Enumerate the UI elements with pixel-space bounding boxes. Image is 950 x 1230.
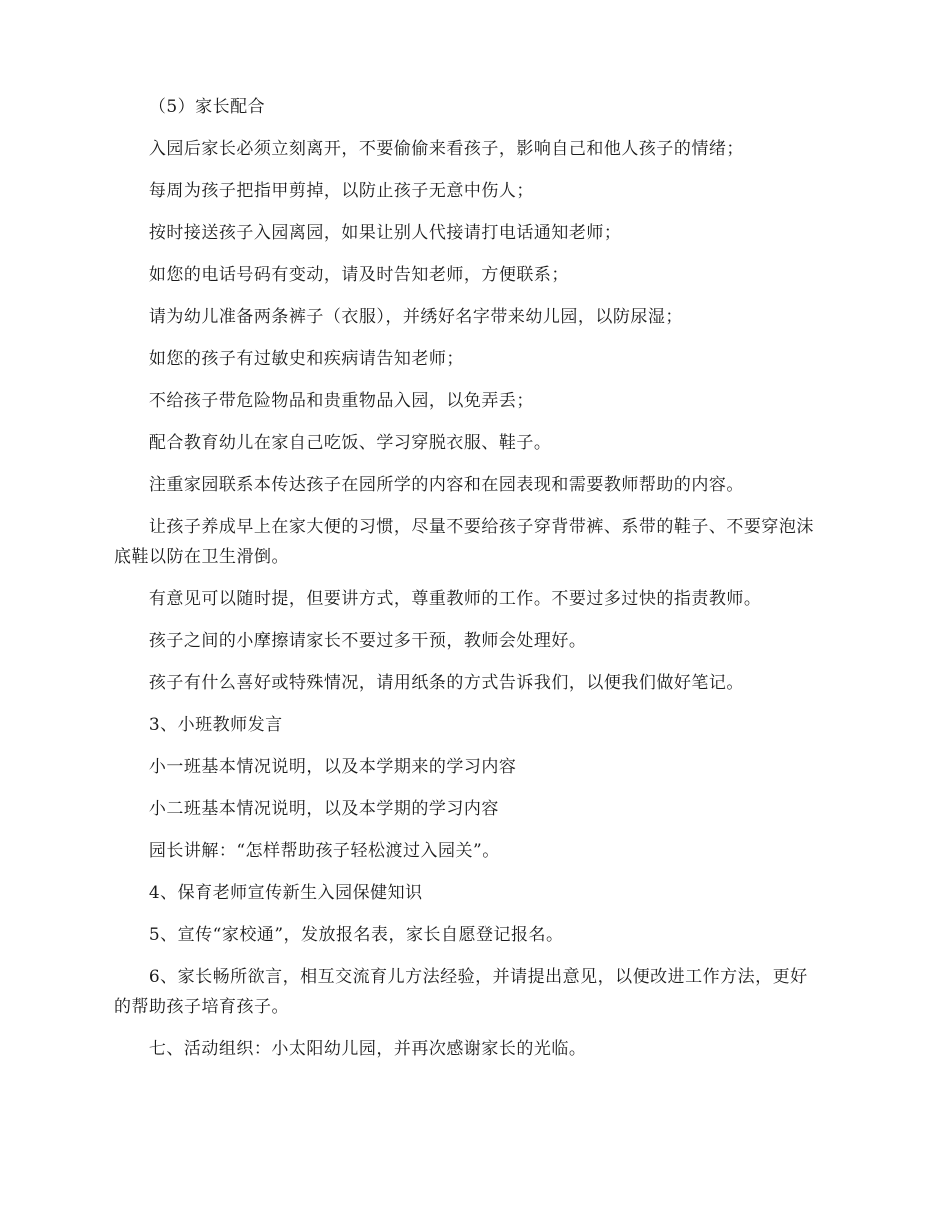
paragraph: 不给孩子带危险物品和贵重物品入园，以免弄丢； <box>148 391 534 411</box>
paragraph: 请为幼儿准备两条裤子（衣服），并绣好名字带来幼儿园，以防尿湿； <box>148 307 683 327</box>
document-body <box>114 92 814 1076</box>
paragraph: 孩子有什么喜好或特殊情况，请用纸条的方式告诉我们，以便我们做好笔记。 <box>148 673 744 693</box>
section-heading-teacher-speech: 3、小班教师发言 <box>148 715 283 735</box>
paragraph: 如您的电话号码有变动，请及时告知老师，方便联系； <box>148 265 569 285</box>
paragraph: 入园后家长必须立刻离开，不要偷偷来看孩子，影响自己和他人孩子的情绪； <box>148 139 744 159</box>
paragraph: 如您的孩子有过敏史和疾病请告知老师； <box>148 349 464 369</box>
paragraph: 注重家园联系本传达孩子在园所学的内容和在园表现和需要教师帮助的内容。 <box>148 475 744 495</box>
section-heading-health-knowledge: 4、保育老师宣传新生入园保健知识 <box>148 883 423 903</box>
section-heading-promotion: 5、宣传“家校通”，发放报名表，家长自愿登记报名。 <box>148 925 564 945</box>
section-heading-parent-cooperation: （5）家长配合 <box>148 97 266 117</box>
paragraph: 有意见可以随时提，但要讲方式，尊重教师的工作。不要过多过快的指责教师。 <box>148 589 762 609</box>
paragraph: 配合教育幼儿在家自己吃饭、学习穿脱衣服、鞋子。 <box>148 433 552 453</box>
section-heading-parent-discussion: 6、家长畅所欲言，相互交流育儿方法经验，并请提出意见，以便改进工作方法，更好的帮助孩子培育孩子。 <box>114 967 808 1017</box>
paragraph: 小一班基本情况说明，以及本学期来的学习内容 <box>148 757 517 777</box>
paragraph: 每周为孩子把指甲剪掉，以防止孩子无意中伤人； <box>148 181 534 201</box>
paragraph: 小二班基本情况说明，以及本学期的学习内容 <box>148 799 499 819</box>
paragraph: 按时接送孩子入园离园，如果让别人代接请打电话通知老师； <box>148 223 622 243</box>
section-heading-organizer: 七、活动组织：小太阳幼儿园，并再次感谢家长的光临。 <box>148 1039 587 1059</box>
paragraph: 让孩子养成早上在家大便的习惯，尽量不要给孩子穿背带裤、系带的鞋子、不要穿泡沫底鞋以防在卫生滑倒。 <box>114 517 814 567</box>
paragraph: 孩子之间的小摩擦请家长不要过多干预，教师会处理好。 <box>148 631 587 651</box>
paragraph: 园长讲解：“怎样帮助孩子轻松渡过入园关”。 <box>148 841 500 861</box>
